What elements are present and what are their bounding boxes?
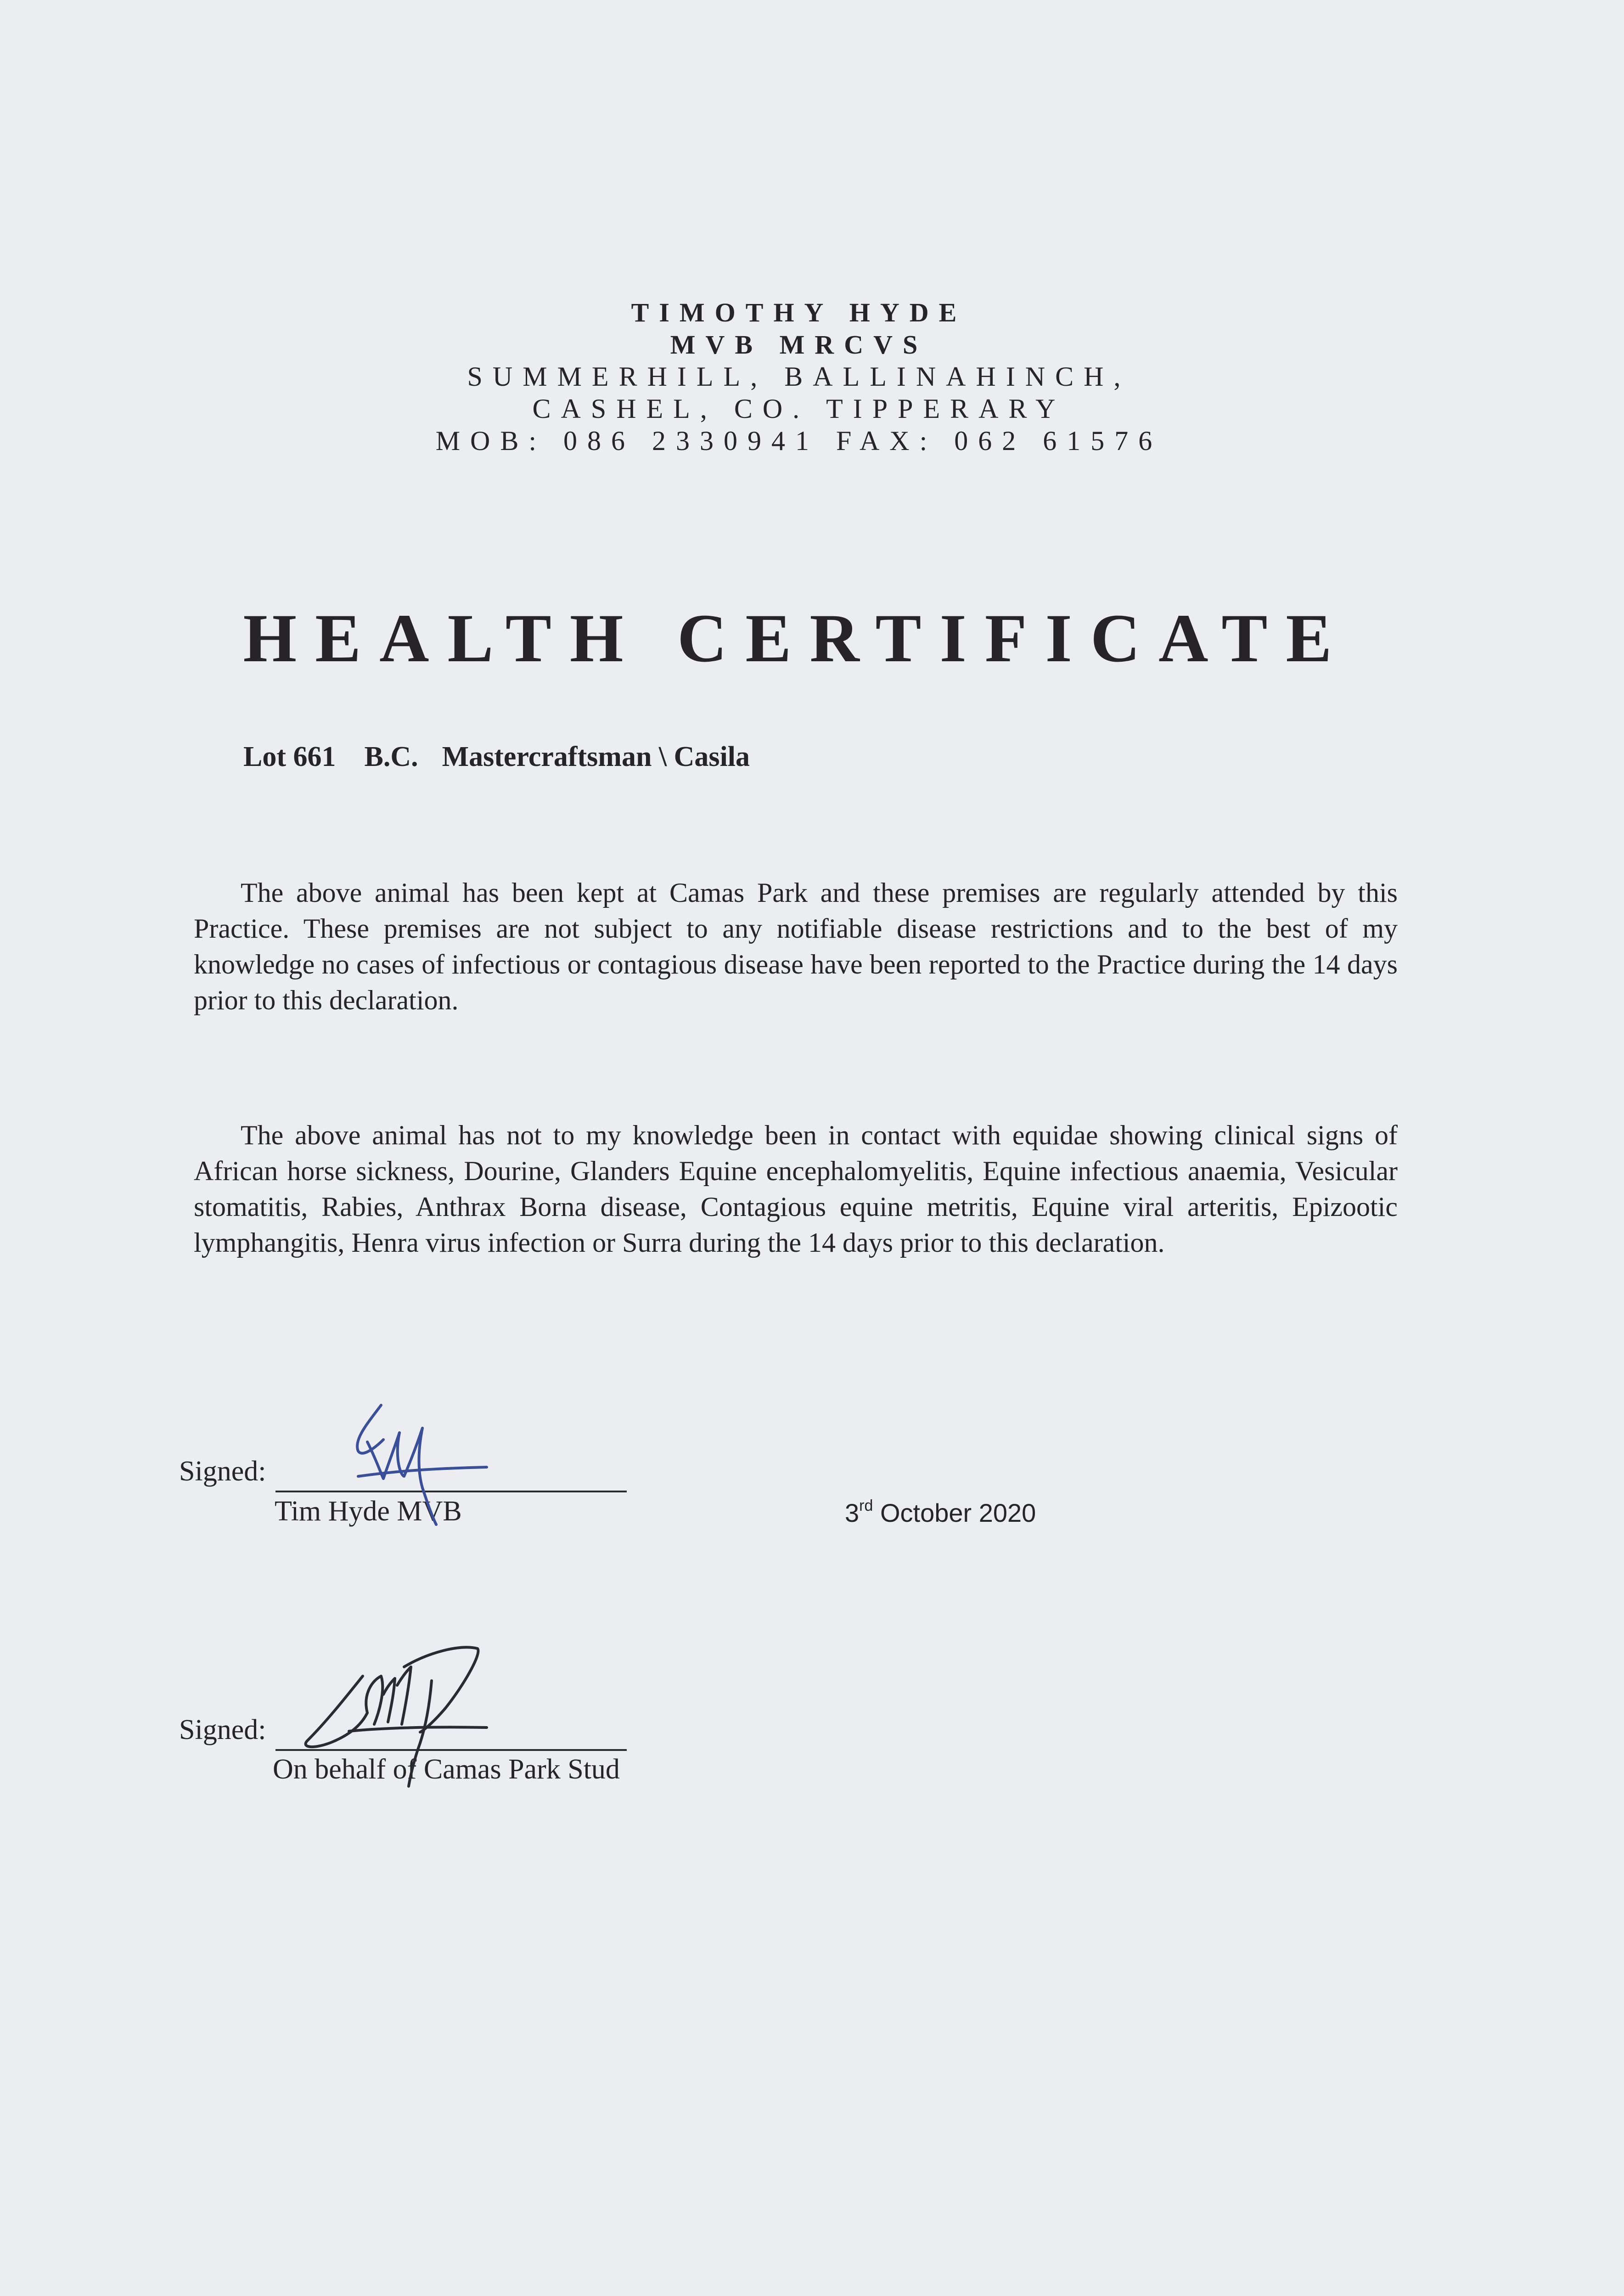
certificate-date bbox=[845, 1496, 1036, 1530]
stud-handwritten-signature bbox=[294, 1626, 510, 1791]
letterhead-address-line2: CASHEL, CO. TIPPERARY bbox=[532, 394, 1066, 424]
lot-number: Lot 661 bbox=[243, 741, 336, 772]
letterhead-contact: MOB: 086 2330941 FAX: 062 61576 bbox=[435, 426, 1163, 456]
declaration-paragraph-diseases: The above animal has not to my knowledge been in contact with equidae showing clinical signs of African horse sickness, Dourine, Glanders Equine encephalomyelitis, Equine infectious anaemia, Vesicular stomatitis, Rabies, Anthrax Borna disease, Contagious equine metritis, Equine viral arteritis, Epizootic lymphangitis, Henra virus infection or Surra during the 14 days prior to this declaration. bbox=[194, 1120, 1398, 1258]
document-title: HEALTH CERTIFICATE bbox=[243, 600, 1350, 676]
lot-type: B.C. bbox=[364, 741, 418, 772]
stud-signatory-name: On behalf of Camas Park Stud bbox=[273, 1754, 620, 1785]
letterhead-qualifications: MVB MRCVS bbox=[670, 330, 928, 360]
vet-signed-label: Signed: bbox=[179, 1456, 266, 1487]
date-suffix: rd bbox=[859, 1497, 873, 1514]
stud-signed-label: Signed: bbox=[179, 1714, 266, 1745]
lot-breeding: Mastercraftsman \ Casila bbox=[442, 741, 750, 772]
vet-signatory-name: Tim Hyde MVB bbox=[275, 1496, 462, 1527]
vet-handwritten-signature bbox=[349, 1396, 500, 1529]
letterhead-name: TIMOTHY HYDE bbox=[631, 298, 967, 327]
letterhead-address-line1: SUMMERHILL, BALLINAHINCH, bbox=[467, 361, 1131, 392]
date-month-year: October 2020 bbox=[880, 1498, 1036, 1527]
declaration-paragraph-premises: The above animal has been kept at Camas Park and these premises are regularly attended by this Practice. These premises are not subject to any notifiable disease restrictions and to the best of my knowledge no cases of infectious or contagious disease have been reported to the Practice during the 14 days prior to this declaration. bbox=[194, 878, 1398, 1015]
date-day: 3 bbox=[845, 1498, 860, 1527]
lot-line bbox=[243, 738, 750, 775]
